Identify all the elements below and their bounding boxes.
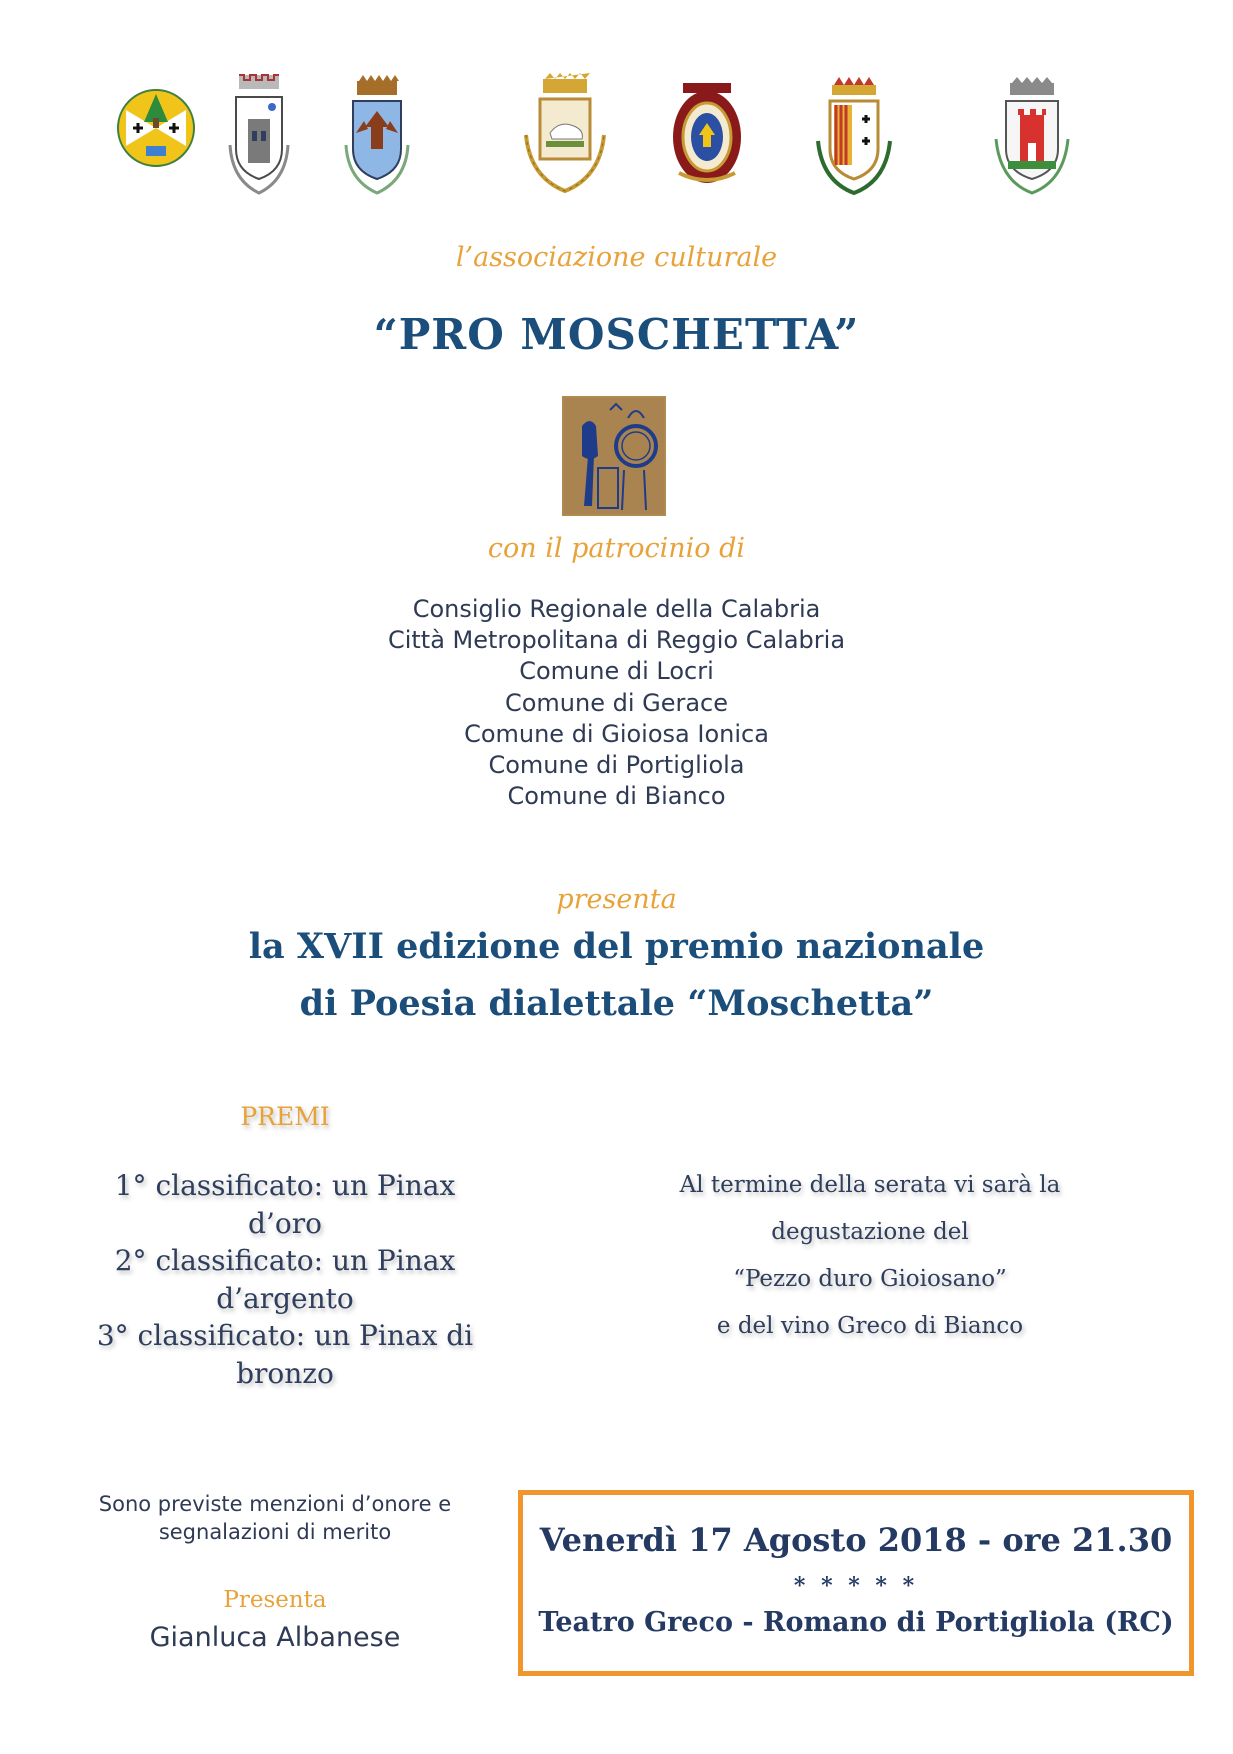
presenter-name: Gianluca Albanese (149, 1622, 401, 1653)
evening-line: e del vino Greco di Bianco (716, 1313, 1024, 1339)
evening-line: degustazione del (771, 1219, 969, 1245)
mentions-line-2: segnalazioni di merito (158, 1520, 392, 1544)
patron-item: Comune di Bianco (507, 782, 726, 811)
prize-line: 2° classificato: un Pinax (114, 1244, 456, 1277)
event-venue: Teatro Greco - Romano di Portigliola (RC) (538, 1607, 1174, 1638)
prize-line: 1° classificato: un Pinax (114, 1169, 456, 1202)
prize-line: d’oro (248, 1206, 322, 1240)
event-box (518, 1490, 1194, 1676)
calabria-region-crest (116, 88, 196, 168)
prizes-title: PREMI (240, 1102, 330, 1131)
crest-row (0, 70, 1233, 210)
evening-notice (620, 1162, 1120, 1350)
presenter-label: Presenta (223, 1587, 327, 1613)
patron-item: Città Metropolitana di Reggio Calabria (387, 626, 846, 655)
prize-line: d’argento (216, 1281, 354, 1315)
patron-item: Comune di Gerace (504, 688, 729, 717)
portigliola-crest (812, 70, 896, 210)
event-date: Venerdì 17 Agosto 2018 - ore 21.30 (539, 1521, 1173, 1559)
mentions-line-1: Sono previste menzioni d’onore e (98, 1492, 452, 1516)
metropolitan-city-crest (222, 70, 296, 210)
edition-line-2: di Poesia dialettale “Moschetta” (299, 983, 934, 1024)
association-name: “PRO MOSCHETTA” (373, 310, 860, 359)
patron-item: Comune di Locri (519, 657, 714, 686)
patron-item: Consiglio Regionale della Calabria (412, 595, 821, 623)
gioiosa-ionica-crest (665, 70, 749, 210)
prizes-list (80, 1167, 490, 1392)
edition-line-1: la XVII edizione del premio nazionale (248, 926, 985, 967)
honorable-mentions (60, 1490, 490, 1546)
association-intro: l’associazione culturale (455, 242, 778, 273)
evening-line: Al termine della serata vi sarà la (679, 1172, 1061, 1198)
evening-line: “Pezzo duro Gioiosano” (733, 1266, 1007, 1292)
event-separator: * * * * * (793, 1573, 919, 1599)
patron-list (0, 594, 1233, 812)
bianco-crest (990, 70, 1074, 210)
patron-item: Comune di Gioiosa Ionica (464, 719, 769, 748)
patron-item: Comune di Portigliola (488, 751, 745, 780)
association-emblem (562, 396, 666, 516)
presents-label: presenta (556, 884, 677, 915)
prize-line: bronzo (236, 1356, 334, 1390)
locri-crest (340, 70, 414, 210)
patronage-label: con il patrocinio di (487, 533, 746, 564)
gerace-crest (518, 70, 612, 210)
prize-line: 3° classificato: un Pinax di (96, 1319, 474, 1352)
